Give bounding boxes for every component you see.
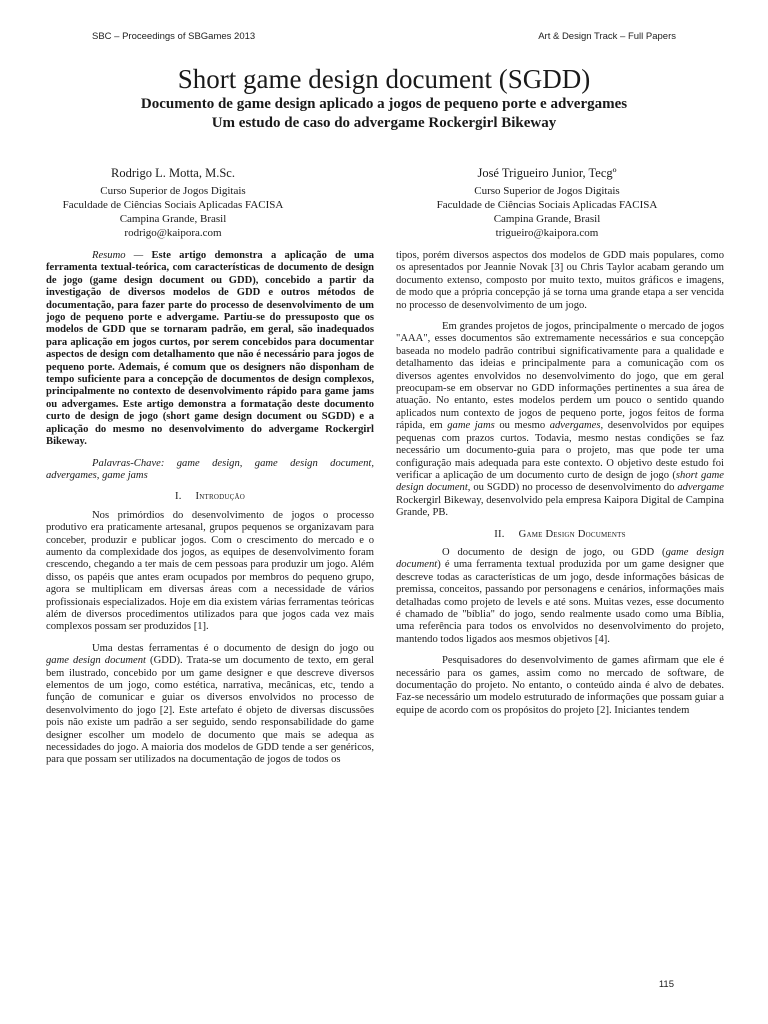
abstract: [46, 250, 374, 449]
paragraph: tipos, porém diversos aspectos dos modelos de GDD mais populares, como os apresentados por Jeannie Novak [3] ou Chris Taylor acabam gerando um documento extenso, composto por muito texto, muitos gráficos e imagens, de modo que a própria concepção já se torna uma grande etapa a ser vencida no processo de desenvolvimento de um jogo.: [396, 250, 724, 311]
author-name: Rodrigo L. Motta, M.Sc.: [111, 166, 235, 180]
title-block: [40, 63, 728, 133]
keywords: Palavras-Chave: game design, game design document, advergames, game jams: [46, 457, 374, 481]
right-column: [396, 250, 724, 726]
author-city: Campina Grande, Brasil: [493, 213, 601, 225]
text-run: ou mesmo: [494, 420, 550, 432]
author-email: trigueiro@kaipora.com: [495, 227, 599, 239]
author-faculty: Faculdade de Ciências Sociais Aplicadas FACISA: [62, 199, 284, 211]
running-header-left: SBC – Proceedings of SBGames 2013: [92, 31, 256, 42]
emphasis: game design document: [396, 546, 724, 571]
page-number: 115: [658, 979, 674, 990]
section-number: II.: [494, 528, 505, 540]
text-run: Uma destas ferramentas é o documento de design do jogo ou: [92, 642, 374, 654]
emphasis: advergame: [677, 482, 724, 494]
text-run: Rockergirl Bikeway, desenvolvido pela empresa Kaipora Digital de Campina Grande, PB.: [396, 494, 724, 519]
emphasis: advergames: [549, 420, 601, 432]
text-run: (GDD). Trata-se um documento de texto, em geral bem ilustrado, concebido por um game designer e que descreve diversos elementos de um jogo, como estética, narrativa, mecânicas, etc, tendo a função de comunicar e guiar os diversos envolvidos no processo de desenvolvimento do jogo [2]. Este artefato é objeto de diversas discussões pois não existe um padrão a ser seguido, sendo responsabilidade do game designer escolher um modelo de documento que mais se adequa as necessidades do jogo. A maioria dos modelos de GDD tende a ser genéricos, para que possam ser utilizados na documentação de jogos de todos os: [46, 655, 374, 766]
text-run: , desenvolvidos por equipes pequenas com prazos curtos. Todavia, mesmo nestas condições se faz necessário um documento-guia para o projeto, mas que pode ter uma configuração mais adequada para este contexto. O objetivo deste estudo foi verificar a aplicação de um documento curto de design de jogo (: [396, 420, 724, 481]
text-run: O documento de design de jogo, ou GDD (: [442, 546, 666, 558]
author-faculty: Faculdade de Ciências Sociais Aplicadas FACISA: [436, 199, 658, 211]
section-heading-2: [396, 529, 724, 541]
running-header-right: Art & Design Track – Full Papers: [538, 31, 676, 42]
abstract-text: Este artigo demonstra a aplicação de uma ferramenta textual-teórica, com características de documento de design de jogo (game design document ou GDD), concebido a partir da investigação de diversos modelos de GDD e outros métodos de documentação, para fazer parte do processo de desenvolvimento de um jogo de pequeno porte e advergame. Partiu-se do pressuposto que os modelos de GDD que se tornaram padrão, em geral, são inadequados para aplicação em jogos curtos, por serem concebidos para documentar aspectos de design com detalhamento que não é necessário para jogos de pequeno porte. Ademais, é comum que os designers não disponham de tempo suficiente para a concepção de documentos de design complexos, principalmente no contexto de desenvolvimento rápido para game jams ou advergames. Este artigo demonstra a formatação deste documento curto de design de jogo (short game design document ou SGDD) e a aplicação do mesmo no desenvolvimento do advergame Rockergirl Bikeway.: [46, 250, 375, 448]
paragraph: Nos primórdios do desenvolvimento de jogos o processo produtivo era praticamente artesanal, grupos pequenos se organizavam para conceber, produzir e publicar jogos. Com o crescimento do mercado e o aumento da complexidade dos jogos, as equipes de desenvolvimento foram crescendo, chegando a ter mais de cem pessoas para produzir um jogo. Além disso, os papéis que antes eram ocupados por membros do pequeno grupo, agora se multiplicam em diversas áreas com a necessidade de vários profissionais especializados. Hoje em dia existem várias ferramentas teóricas além de diversos procedimentos utilizados para que jogos cada vez mais complexos possam ser produzidos [1].: [46, 509, 374, 633]
paper-title: Short game design document (SGDD): [177, 64, 591, 94]
author-name: José Trigueiro Junior, Tecgº: [477, 166, 617, 180]
emphasis: game jams: [447, 420, 495, 432]
section-number: I.: [174, 491, 182, 503]
emphasis: game design document: [46, 655, 146, 667]
author-block-1: [23, 164, 323, 240]
paragraph: [396, 547, 724, 646]
abstract-label: Resumo —: [92, 250, 144, 261]
section-title: Introdução: [195, 491, 246, 503]
text-run: ) é uma ferramenta textual produzida por um game designer que descreve todas as características de um jogo, desde informações básicas de premissa, conceitos, passando por personagens e cenários, informações mais detalhadas como projeto de levels e até sons. Muitas vezes, esse documento é chamado de "bíblia" do jogo, sendo realmente usado como uma Bíblia, uma referência para todos os envolvidos no desenvolvimento do projeto, mantendo todos ligados aos mesmos objetivos [4].: [396, 559, 724, 645]
author-block-2: [397, 164, 697, 240]
author-course: Curso Superior de Jogos Digitais: [474, 185, 620, 197]
author-course: Curso Superior de Jogos Digitais: [100, 185, 246, 197]
text-run: , ou SGDD) no processo de desenvolvimento do: [467, 482, 678, 494]
paper-subtitle-1: Documento de game design aplicado a jogos de pequeno porte e advergames: [140, 96, 628, 112]
paper-subtitle-2: Um estudo de caso do advergame Rockergirl Bikeway: [211, 115, 557, 131]
author-email: rodrigo@kaipora.com: [124, 227, 222, 239]
section-heading-1: [46, 491, 374, 503]
paragraph: [46, 643, 374, 767]
paragraph: Pesquisadores do desenvolvimento de games afirmam que ele é necessário para os games, assim como no mercado de software, de documentação do projeto. No entanto, o conteúdo ainda é alvo de debates. Faz-se necessário um modelo estruturado de informações que possam guiar a equipe de acordo com os propósitos do projeto [2]. Iniciantes tendem: [396, 655, 724, 716]
text-run: Em grandes projetos de jogos, principalmente o mercado de jogos "AAA", esses documentos são extremamente necessários e sua concepção baseada no modelo padrão contribui significativamente para a qualidade e detalhamento das ideias e principalmente para a comunicação com os diversos agentes envolvidos no desenvolvimento do jogo, que em geral preocupam-se em observar no GDD informações pertinentes a sua área de atuação. No entanto, estes modelos perdem um pouco o sentido quando aplicados num contexto de jogos de pequeno porte, jogos feitos de forma rápida, em: [396, 321, 724, 432]
author-city: Campina Grande, Brasil: [119, 213, 227, 225]
section-title: Game Design Documents: [518, 528, 626, 540]
left-column: [46, 250, 374, 776]
paragraph: [396, 321, 724, 520]
emphasis: short game design document: [396, 469, 724, 494]
